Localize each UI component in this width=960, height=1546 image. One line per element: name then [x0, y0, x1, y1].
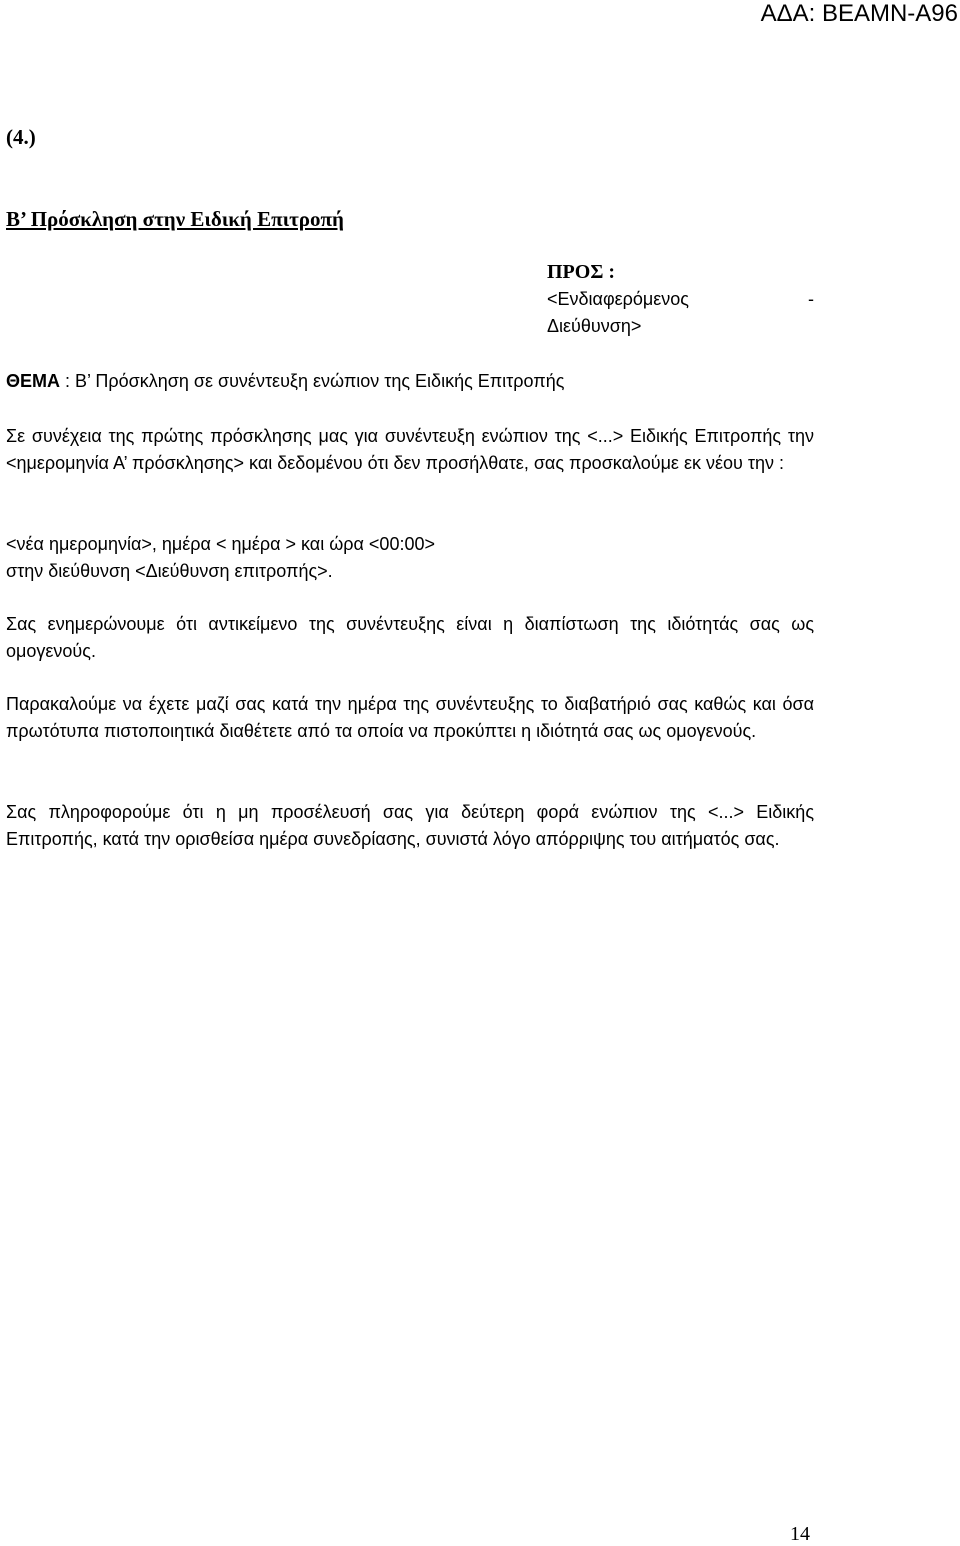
subject-text: : Β’ Πρόσκληση σε συνέντευξη ενώπιον της Ειδικής Επιτροπής: [60, 371, 565, 391]
paragraph-warning: Σας πληροφορούμε ότι η μη προσέλευσή σας για δεύτερη φορά ενώπιον της <...> Ειδικής Επιτροπής, κατά την ορισθείσα ημέρα συνεδρίασης, συνιστά λόγο απόρριψης του αιτήματός σας.: [6, 802, 814, 849]
section-number: (4.): [6, 125, 36, 149]
recipient-block: [547, 259, 814, 340]
subject-line: [6, 368, 564, 394]
recipient-dash: -: [808, 289, 814, 309]
paragraph-intro: Σε συνέχεια της πρώτης πρόσκλησης μας για συνέντευξη ενώπιον της <...> Ειδικής Επιτροπής την <ημερομηνία Α’ πρόσκλησης> και δεδομένου ότι δεν προσήλθατε, σας προσκαλούμε εκ νέου την :: [6, 426, 814, 473]
paragraph-new-date: [6, 531, 814, 585]
subject-label: ΘΕΜΑ: [6, 371, 60, 391]
recipient-label: ΠΡΟΣ :: [547, 261, 616, 283]
page-number: 14: [790, 1523, 810, 1545]
recipient-line-1: [547, 286, 814, 313]
recipient-address: Διεύθυνση>: [547, 316, 642, 336]
recipient-name: <Ενδιαφερόμενος: [547, 289, 689, 309]
document-title: Β’ Πρόσκληση στην Ειδική Επιτροπή: [6, 207, 344, 231]
new-date-line: <νέα ημερομηνία>, ημέρα < ημέρα > και ώρα <00:00>: [6, 534, 435, 554]
paragraph-purpose: Σας ενημερώνουμε ότι αντικείμενο της συνέντευξης είναι η διαπίστωση της ιδιότητάς σας ως ομογενούς.: [6, 614, 814, 661]
ada-header: ΑΔΑ: ΒΕΑΜΝ-Α96: [760, 0, 958, 27]
paragraph-documents: Παρακαλούμε να έχετε μαζί σας κατά την ημέρα της συνέντευξης το διαβατήριό σας καθώς και όσα πρωτότυπα πιστοποιητικά διαθέτετε από τα οποία να προκύπτει η ιδιότητά σας ως ομογενούς.: [6, 694, 814, 741]
new-address-line: στην διεύθυνση <Διεύθυνση επιτροπής>.: [6, 561, 333, 581]
